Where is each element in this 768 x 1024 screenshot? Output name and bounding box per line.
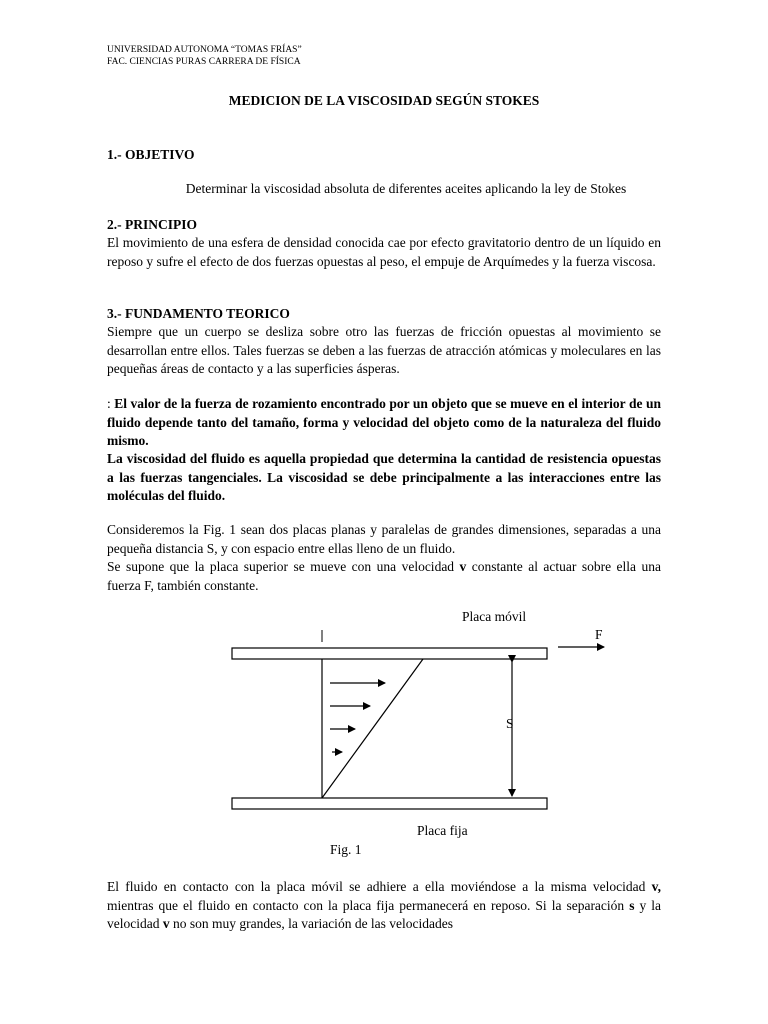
heading-theory: 3.- FUNDAMENTO TEORICO xyxy=(107,306,290,321)
moving-plate xyxy=(232,648,547,659)
theory-text-2: Consideremos la Fig. 1 sean dos placas planas y paralelas de grandes dimensiones, separadas a una pequeña distancia S, y con espacio entre ellas lleno de un fluido. xyxy=(107,522,661,556)
figure-caption: Fig. 1 xyxy=(330,842,362,857)
header-faculty: FAC. CIENCIAS PURAS CARRERA DE FÍSICA xyxy=(107,57,301,67)
closing-bold-v: v, xyxy=(651,879,661,894)
closing-text-3: y la velocidad xyxy=(107,897,661,931)
fixed-plate xyxy=(232,798,547,809)
bold-prefix: : xyxy=(107,396,115,411)
heading-objective: 1.- OBJETIVO xyxy=(107,147,195,162)
closing-text-4: no son muy grandes, la variación de las velocidades xyxy=(169,916,454,931)
theory-bold-text-1: El valor de la fuerza de rozamiento encontrado por un objeto que se mueve en el interior de un fluido depende tanto del tamaño, forma y velocidad del objeto como de la naturaleza del fluido mismo. xyxy=(107,396,661,448)
theory-text-1: Siempre que un cuerpo se desliza sobre otro las fuerzas de fricción opuestas al movimiento se desarrollan entre ellos. Tales fuerzas se deben a las fuerzas de atracción atómicas y moleculares en las pequeñas áreas de contacto y a las superficies ásperas. xyxy=(107,324,661,376)
theory-text-3a: Se supone que la placa superior se mueve con una velocidad xyxy=(107,559,460,574)
objective-text: Determinar la viscosidad absoluta de diferentes aceites aplicando la ley de Stokes xyxy=(185,181,627,196)
header-university: UNIVERSIDAD AUTONOMA “TOMAS FRÍAS” xyxy=(107,45,302,55)
velocity-symbol: v xyxy=(459,559,467,574)
principle-text: El movimiento de una esfera de densidad conocida cae por efecto gravitatorio dentro de un líquido en reposo y sufre el efecto de dos fuerzas opuestas al peso, el empuje de Arquímedes y la fuerza viscosa. xyxy=(107,235,661,269)
page-title: MEDICION DE LA VISCOSIDAD SEGÚN STOKES xyxy=(228,93,540,108)
label-moving-plate: Placa móvil xyxy=(462,609,527,624)
label-separation: S xyxy=(506,716,514,731)
heading-principle: 2.- PRINCIPIO xyxy=(107,217,197,232)
label-force: F xyxy=(595,627,603,642)
label-fixed-plate: Placa fija xyxy=(417,823,468,838)
theory-bold-paragraph-2: La viscosidad del fluido es aquella propiedad que determina la cantidad de resistencia opuestas a las fuerzas tangenciales. La viscosidad se debe principalmente a las interacciones entre las moléculas del fluido. xyxy=(107,451,661,503)
theory-text-3b: constante al actuar sobre ella una fuerza F, también constante. xyxy=(107,559,661,593)
closing-text-2: mientras que el fluido en contacto con la placa fija permanecerá en reposo. Si la separación xyxy=(107,897,630,913)
closing-paragraph xyxy=(107,878,661,934)
closing-bold-v2: v xyxy=(162,916,170,931)
closing-text-1: El fluido en contacto con la placa móvil se adhiere a ella moviéndose a la misma velocidad xyxy=(107,879,652,894)
closing-bold-s: s xyxy=(629,897,635,913)
